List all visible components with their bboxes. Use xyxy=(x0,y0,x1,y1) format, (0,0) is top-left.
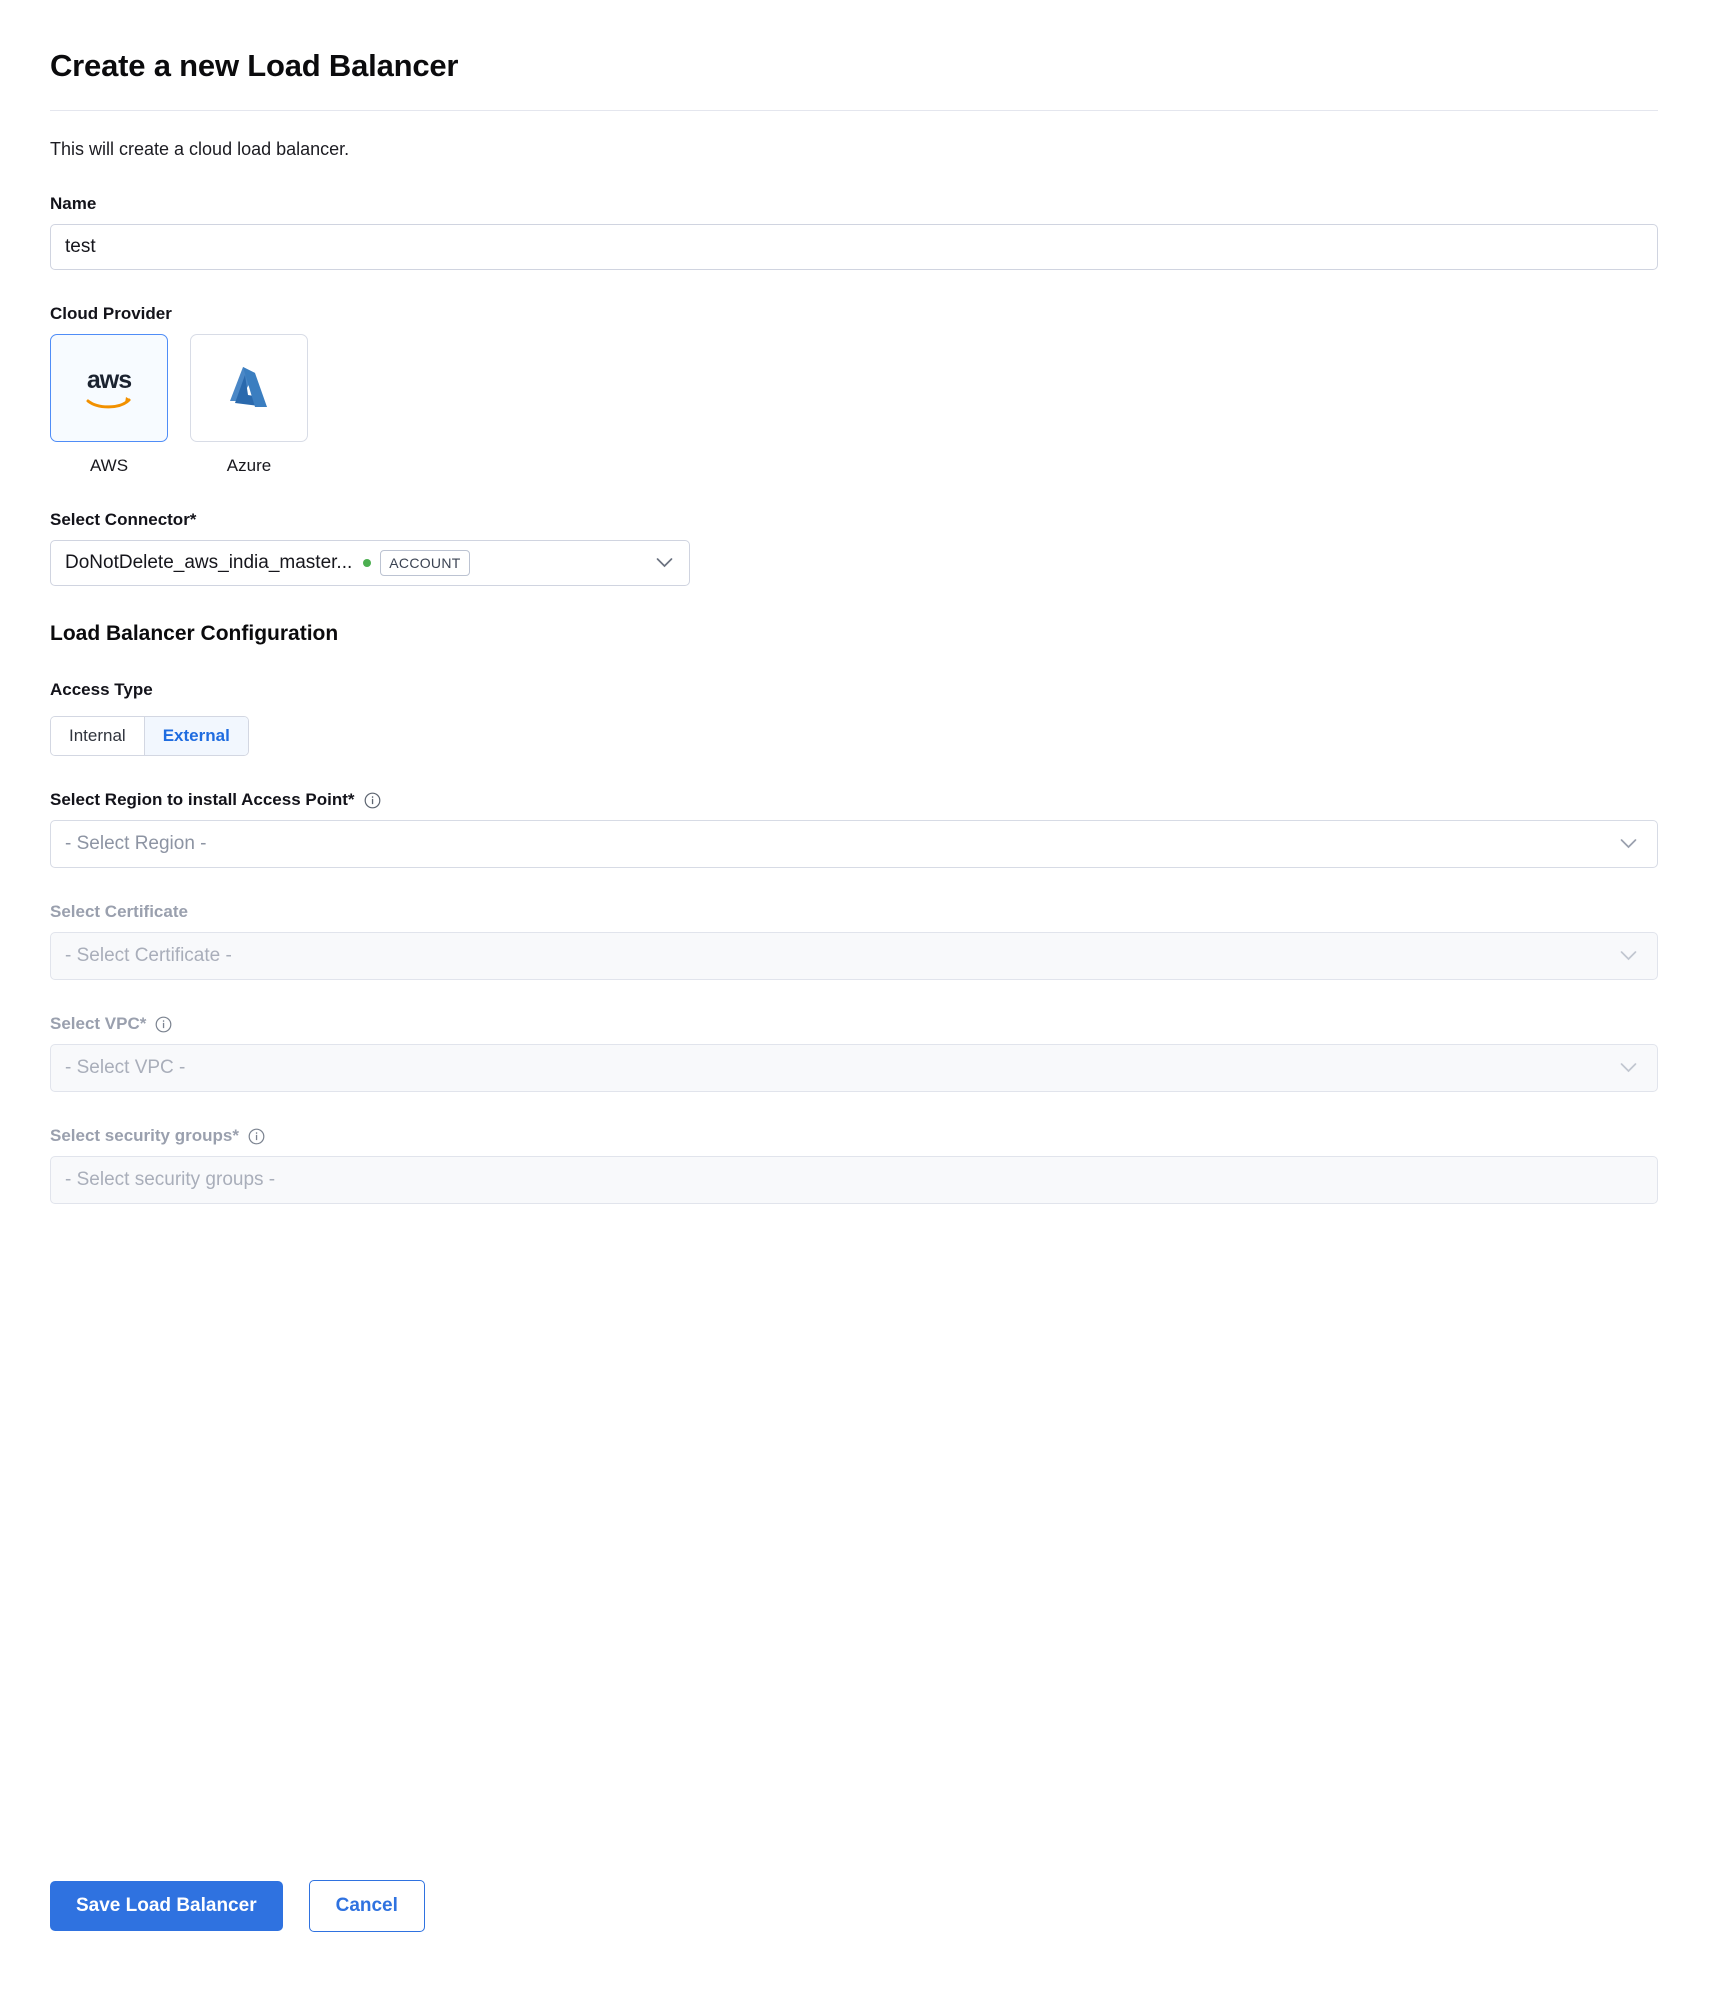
connector-label: Select Connector* xyxy=(50,510,197,529)
security-groups-label-row xyxy=(50,1126,1660,1146)
vpc-select[interactable] xyxy=(50,1044,1658,1092)
name-input[interactable] xyxy=(50,224,1658,270)
connector-value: DoNotDelete_aws_india_master... xyxy=(65,552,353,573)
certificate-select[interactable] xyxy=(50,932,1658,980)
region-select[interactable] xyxy=(50,820,1658,868)
certificate-placeholder: - Select Certificate - xyxy=(65,945,232,966)
vpc-placeholder: - Select VPC - xyxy=(65,1057,186,1078)
cancel-button[interactable]: Cancel xyxy=(309,1880,425,1932)
page-title: Create a new Load Balancer xyxy=(50,48,459,83)
access-type-external[interactable]: External xyxy=(145,717,248,755)
info-icon[interactable] xyxy=(248,1128,265,1145)
connector-select[interactable] xyxy=(50,540,690,586)
chevron-down-icon xyxy=(1620,1060,1643,1077)
cloud-provider-label: Cloud Provider xyxy=(50,304,172,323)
security-groups-placeholder: - Select security groups - xyxy=(65,1169,276,1190)
page-subtitle: This will create a cloud load balancer. xyxy=(50,139,350,159)
region-placeholder: - Select Region - xyxy=(65,833,207,854)
certificate-label: Select Certificate xyxy=(50,902,188,921)
access-type-label: Access Type xyxy=(50,680,153,699)
security-groups-select[interactable] xyxy=(50,1156,1658,1204)
region-label: Select Region to install Access Point* xyxy=(50,790,355,809)
form-actions xyxy=(50,1880,425,1932)
chevron-down-icon[interactable] xyxy=(1620,836,1643,853)
provider-aws-box[interactable] xyxy=(50,334,168,442)
config-section-title: Load Balancer Configuration xyxy=(50,622,339,645)
info-icon[interactable] xyxy=(364,792,381,809)
connector-status-dot xyxy=(363,559,371,567)
azure-logo-icon xyxy=(219,363,279,413)
provider-aws-label: AWS xyxy=(89,456,129,475)
info-icon[interactable] xyxy=(155,1016,172,1033)
provider-azure-label: Azure xyxy=(226,456,272,475)
provider-option-aws[interactable] xyxy=(50,334,168,476)
name-label: Name xyxy=(50,194,97,213)
title-divider xyxy=(50,110,1658,111)
provider-option-azure[interactable] xyxy=(190,334,308,476)
aws-wordmark: aws xyxy=(86,365,132,394)
connector-scope-badge: ACCOUNT xyxy=(380,550,469,576)
access-type-internal[interactable]: Internal xyxy=(51,717,145,755)
provider-azure-box[interactable] xyxy=(190,334,308,442)
region-label-row xyxy=(50,790,1660,810)
chevron-down-icon xyxy=(1620,948,1643,965)
vpc-label: Select VPC* xyxy=(50,1014,147,1033)
aws-logo-icon xyxy=(86,365,132,409)
save-load-balancer-button[interactable]: Save Load Balancer xyxy=(50,1881,283,1931)
security-groups-label: Select security groups* xyxy=(50,1126,239,1145)
chevron-down-icon[interactable] xyxy=(656,555,679,572)
aws-smile-icon xyxy=(86,396,132,409)
vpc-label-row xyxy=(50,1014,1660,1034)
access-type-toggle xyxy=(50,716,249,756)
cloud-provider-options xyxy=(50,334,1660,476)
